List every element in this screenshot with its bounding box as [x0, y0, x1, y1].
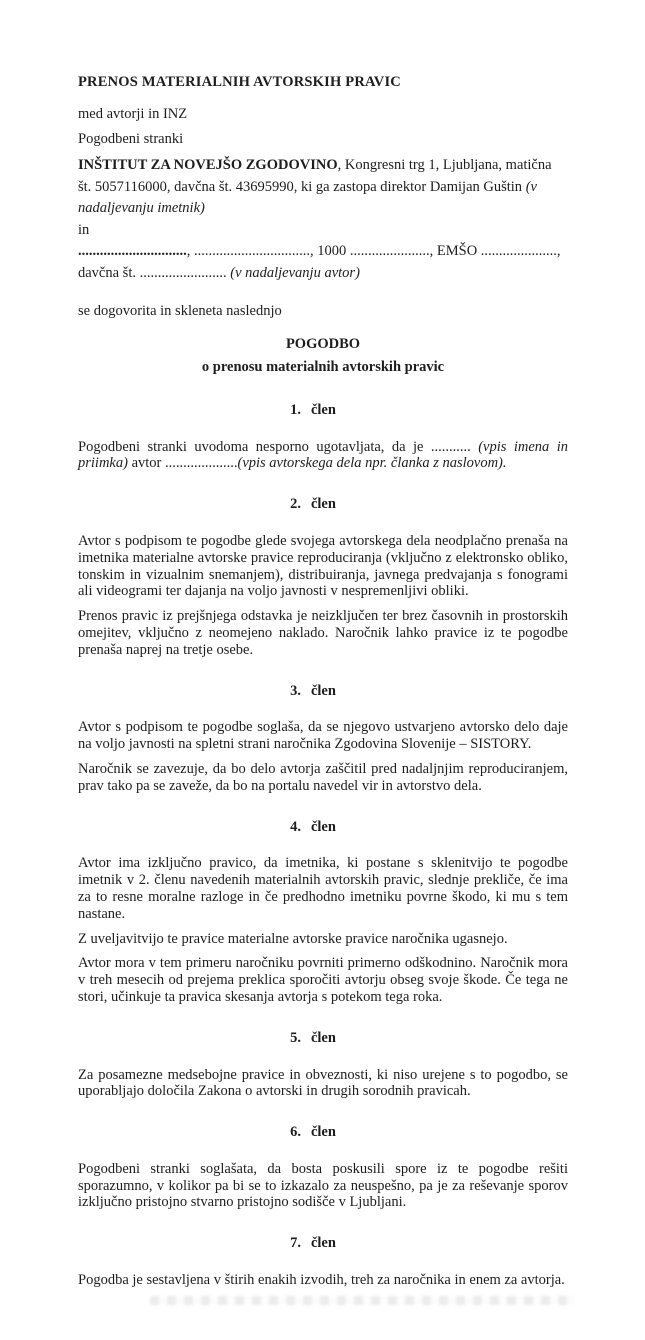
article-1-run-1: Pogodbeni stranki uvodoma nesporno ugotavljata, da je ...........	[78, 438, 479, 455]
article-3-paragraph-2: Naročnik se zavezuje, da bo delo avtorja zaščitil pred nadaljnjim reproduciranjem, prav tako pa se zaveže, da bo na portalu navedel vir in avtorstvo dela.	[78, 760, 568, 794]
intro-label-line: Pogodbeni stranki	[78, 130, 184, 147]
contract-heading: POGODBO	[285, 336, 361, 353]
party2-tax-blank: davčna št. ........................	[78, 264, 231, 281]
article-1	[78, 402, 568, 472]
article-2-word: člen	[310, 496, 336, 513]
article-7-word: člen	[310, 1235, 336, 1252]
party1-details: , Kongresni trg 1, Ljubljana, matična št. 5057116000, davčna št. 43695990, ki ga zastopa direktor Damijan Guštin	[78, 157, 552, 195]
article-5-heading	[78, 1030, 548, 1047]
article-4-paragraph-3: Avtor mora v tem primeru naročniku povrniti primerno odškodnino. Naročnik mora v treh mesecih od prejema preklica sporočiti avtorju obseg svoje škode. Če tega ne stori, učinkuje ta pravica skesanja avtorja s potekom tega roka.	[78, 955, 568, 1005]
article-1-number: 1.	[290, 401, 301, 418]
article-1-heading	[78, 402, 548, 419]
article-1-run-4: (vpis avtorskega dela npr. članka z naslovom).	[237, 455, 507, 472]
party2-tax-line	[78, 263, 568, 285]
party2-alias: (v nadaljevanju avtor)	[230, 264, 360, 281]
article-1-run-3: avtor ....................	[127, 455, 238, 472]
article-2	[78, 496, 568, 658]
article-4-paragraph-2: Z uveljavitvijo te pravice materialne avtorske pravice naročnika ugasnejo.	[78, 930, 508, 947]
article-1-paragraph-1	[78, 439, 568, 473]
article-2-heading	[78, 496, 548, 513]
conjunction-line: in	[78, 221, 90, 238]
article-7-number: 7.	[290, 1235, 301, 1252]
article-1-run-2: (vpis imena in priimka)	[78, 438, 569, 472]
article-6-number: 6.	[290, 1124, 301, 1141]
party2-rest-blank: , ................................, 1000 ......................, EMŠO .....................,	[186, 243, 561, 260]
article-6-word: člen	[310, 1124, 336, 1141]
party2-name-blank: ..............................	[78, 243, 187, 260]
party1-paragraph	[78, 155, 568, 220]
article-3-paragraph-1: Avtor s podpisom te pogodbe soglaša, da se njegovo ustvarjeno avtorsko delo daje na voljo javnosti na spletni strani naročnika Zgodovina Slovenije – SISTORY.	[78, 719, 568, 753]
article-3-heading	[78, 683, 548, 700]
article-4-word: člen	[310, 818, 336, 835]
article-4	[78, 819, 568, 1006]
article-3-word: člen	[310, 682, 336, 699]
article-4-heading	[78, 819, 548, 836]
party2-blank-line	[78, 241, 568, 263]
article-6-paragraph-1: Pogodbeni stranki soglašata, da bosta poskusili spore iz te pogodbe rešiti sporazumno, v kolikor pa bi se to izkazalo za neuspešno, pa je za reševanje sporov izključno pristojno stvarno pristojno sodišče v Ljubljani.	[78, 1160, 568, 1211]
article-7	[78, 1235, 568, 1289]
article-2-paragraph-1: Avtor s podpisom te pogodbe glede svojega avtorskega dela neodplačno prenaša na imetnika materialne avtorske pravice reproduciranja (vključno z elektronsko obliko, tonskim in vizualnim snemanjem), distribuiranja, javnega predvajanja s fonogrami ali videogrami ter dajanja na voljo javnosti v nespremenljivi obliki.	[78, 532, 568, 600]
article-6	[78, 1124, 568, 1211]
article-7-heading	[78, 1235, 548, 1252]
contract-subheading: o prenosu materialnih avtorskih pravic	[201, 358, 445, 375]
lead-in-line: se dogovorita in skleneta naslednjo	[78, 303, 282, 320]
article-3	[78, 683, 568, 795]
article-5-number: 5.	[290, 1029, 301, 1046]
intro-parties-line: med avtorji in INZ	[78, 105, 188, 122]
scan-showthrough-artifact	[150, 1296, 575, 1305]
article-2-number: 2.	[290, 496, 301, 513]
party1-name: INŠTITUT ZA NOVEJŠO ZGODOVINO	[78, 157, 338, 174]
parties-block	[78, 155, 568, 284]
article-4-paragraph-1: Avtor ima izključno pravico, da imetnika, ki postane s sklenitvijo te pogodbe imetnik v 2. členu navedenih materialnih avtorskih pravic, slednje prekliče, če ima za to resne moralne razloge in če predhodno imetniku povrne škodo, ki mu s tem nastane.	[78, 855, 568, 922]
article-2-paragraph-2: Prenos pravic iz prejšnjega odstavka je neizključen ter brez časovnih in prostorskih omejitev, vključno z neomejeno naklado. Naročnik lahko pravice iz te pogodbe prenaša naprej na tretje osebe.	[78, 608, 568, 658]
article-5-paragraph-1: Za posamezne medsebojne pravice in obveznosti, ki niso urejene s to pogodbo, se uporabljajo določila Zakona o avtorski in drugih sorodnih pravicah.	[78, 1066, 568, 1100]
article-6-heading	[78, 1124, 548, 1141]
article-5-word: člen	[310, 1029, 336, 1046]
article-5	[78, 1030, 568, 1100]
article-4-number: 4.	[290, 818, 301, 835]
article-1-word: člen	[310, 401, 336, 418]
party1-alias: (v nadaljevanju imetnik)	[78, 178, 537, 217]
article-7-paragraph-1: Pogodba je sestavljena v štirih enakih izvodih, treh za naročnika in enem za avtorja.	[78, 1272, 565, 1289]
article-3-number: 3.	[290, 682, 301, 699]
document-title: PRENOS MATERIALNIH AVTORSKIH PRAVIC	[78, 74, 401, 90]
